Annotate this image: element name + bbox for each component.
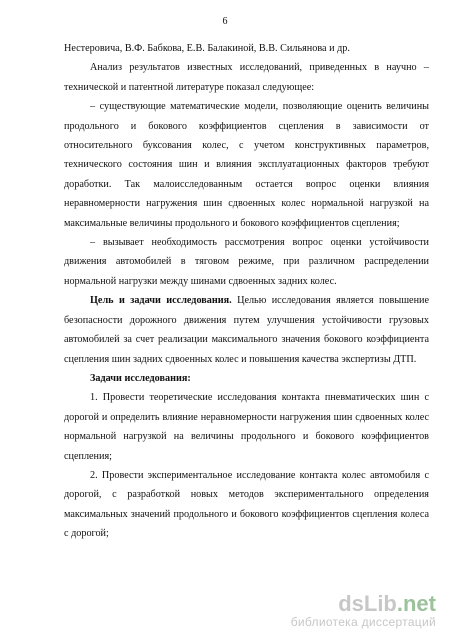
section-heading-tasks: Задачи исследования: (90, 372, 191, 384)
paragraph-4-text: – вызывает необходимость рассмотрения вопрос оценки устойчивости движения автомобилей в тяговом режиме, при различном распределении нормальной нагрузки между шинами сдвоенных задних колес. (64, 237, 429, 287)
paragraph-1-text: Нестеровича, В.Ф. Бабкова, Е.В. Балакиной, В.В. Сильянова и др. (64, 43, 350, 54)
paragraph-2 (64, 58, 429, 97)
paragraph-6 (64, 369, 429, 388)
paragraph-7 (64, 388, 429, 466)
watermark-logo-suffix: .net (396, 591, 436, 616)
watermark-logo (291, 593, 436, 615)
document-body (64, 39, 429, 544)
paragraph-5-text: Целью исследования является повышение безопасности дорожного движения путем улучшения устойчивости грузовых автомобилей за счет реализации максимального значения бокового коэффициента сцепления шин задних сдвоенных колес и повышения качества экспертизы ДТП. (64, 295, 429, 365)
paragraph-5 (64, 291, 429, 369)
paragraph-8 (64, 466, 429, 544)
paragraph-3-text: – существующие математические модели, позволяющие оценить величины продольного и бокового коэффициентов сцепления в зависимости от относительного буксования колес, с учетом конструктивных параметров, технического состояния шин и влияния эксплуатационных факторов требуют доработки. Так малоисследованным остается вопрос оценки влияния неравномерности нагружения шин сдвоенных колес нормальной нагрузкой на максимальные величины продольного и бокового коэффициентов сцепления; (64, 101, 429, 229)
paragraph-8-text: 2. Провести экспериментальное исследование контакта колес автомобиля с дорогой, с разработкой новых методов экспериментального определения максимальных значений продольного и бокового коэффициентов сцепления колеса с дорогой; (64, 469, 429, 540)
paragraph-1 (64, 39, 429, 58)
section-heading-goal: Цель и задачи исследования. (90, 295, 232, 307)
paragraph-3 (64, 97, 429, 233)
watermark-subtitle: библиотека диссертаций (290, 615, 436, 629)
paragraph-7-text: 1. Провести теоретические исследования контакта пневматических шин с дорогой и определить влияние неравномерности нагружения шин сдвоенных колес нормальной нагрузкой на величины продольного и бокового коэффициентов сцепления; (64, 392, 429, 462)
page-number: 6 (222, 16, 228, 27)
watermark (291, 593, 436, 629)
watermark-logo-main: dsLib (338, 591, 397, 616)
paragraph-4 (64, 233, 429, 291)
paragraph-2-text: Анализ результатов известных исследований, приведенных в научно – технической и патентной литературе показал следующее: (64, 62, 429, 93)
